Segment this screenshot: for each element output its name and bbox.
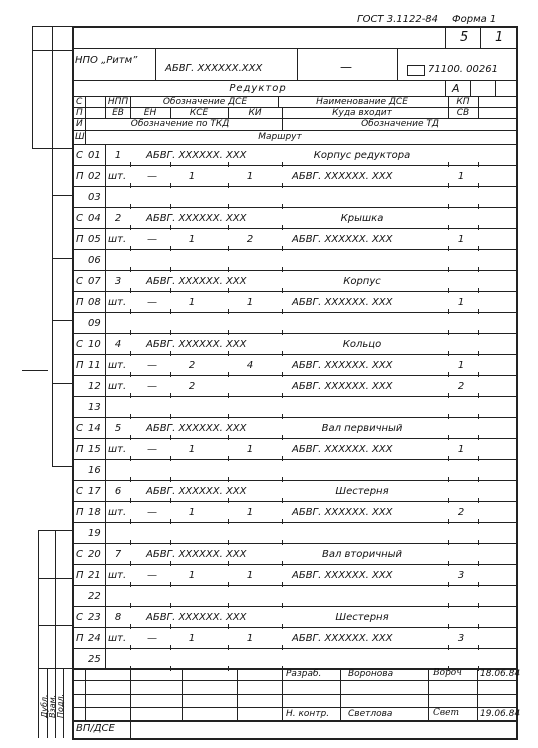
row-type: С bbox=[76, 486, 83, 497]
row-type: С bbox=[76, 150, 83, 161]
footer-col-2 bbox=[130, 668, 131, 738]
table-row bbox=[0, 144, 538, 165]
legend-prefix-sh: Ш bbox=[75, 132, 85, 142]
row-sv: 2 bbox=[457, 507, 465, 518]
row-type: П bbox=[76, 360, 84, 371]
row-unit: шт. bbox=[108, 507, 127, 518]
legend-prefix-i: И bbox=[76, 119, 83, 129]
row-unit: шт. bbox=[108, 297, 127, 308]
footer-col-6 bbox=[340, 668, 341, 720]
row-where: АБВГ. XXXXXX. XXX bbox=[292, 633, 393, 644]
row-number: 15 bbox=[88, 444, 101, 455]
row-kse: 1 bbox=[188, 444, 196, 455]
legend-en: ЕН bbox=[143, 108, 157, 118]
row-npp: 4 bbox=[114, 339, 122, 350]
row-where: АБВГ. XXXXXX. XXX bbox=[292, 381, 393, 392]
footer-line-3 bbox=[72, 694, 518, 695]
row-number: 05 bbox=[88, 234, 101, 245]
bottom-form-label: ВП/ДСЕ bbox=[76, 723, 115, 734]
row-name: Корпус редуктора bbox=[313, 150, 411, 161]
row-designation: АБВГ. XXXXXX. XXX bbox=[146, 339, 247, 350]
row-name: Корпус bbox=[343, 276, 381, 287]
row-number: 02 bbox=[88, 171, 101, 182]
row-ki: 1 bbox=[246, 507, 254, 518]
row-type: П bbox=[76, 234, 84, 245]
table-row bbox=[0, 648, 538, 669]
row-name: Шестерня bbox=[335, 486, 389, 497]
table-row bbox=[0, 270, 538, 291]
row-number: 11 bbox=[88, 360, 101, 371]
row-unit: шт. bbox=[108, 444, 127, 455]
row-type: С bbox=[76, 612, 83, 623]
table-row bbox=[0, 165, 538, 186]
table-row bbox=[0, 417, 538, 438]
table-row bbox=[0, 375, 538, 396]
legend-ki: КИ bbox=[248, 108, 262, 118]
row-number: 22 bbox=[88, 591, 101, 602]
row-unit: шт. bbox=[108, 633, 127, 644]
row-en: — bbox=[147, 444, 157, 455]
table-row bbox=[0, 354, 538, 375]
footer-col-7 bbox=[428, 668, 429, 720]
legend-ev: ЕВ bbox=[112, 108, 124, 118]
legend-route: Маршрут bbox=[258, 132, 302, 142]
row-type: С bbox=[76, 213, 83, 224]
row-where: АБВГ. XXXXXX. XXX bbox=[292, 444, 393, 455]
row-type: П bbox=[76, 444, 84, 455]
row-kse: 1 bbox=[188, 507, 196, 518]
side-label-vzam: Взам. bbox=[48, 694, 57, 718]
table-row bbox=[0, 186, 538, 207]
table-row bbox=[0, 207, 538, 228]
row-npp: 7 bbox=[114, 549, 122, 560]
row-name: Крышка bbox=[340, 213, 384, 224]
row-type: П bbox=[76, 633, 84, 644]
legend-prefix-p: П bbox=[76, 108, 83, 118]
table-row bbox=[0, 228, 538, 249]
row-type: П bbox=[76, 507, 84, 518]
row-sv: 1 bbox=[457, 297, 465, 308]
organization-name: НПО „Ритм” bbox=[75, 55, 138, 66]
row-number: 25 bbox=[88, 654, 101, 665]
row-unit: шт. bbox=[108, 171, 127, 182]
sheet-number: 1 bbox=[495, 30, 504, 45]
row-en: — bbox=[147, 171, 157, 182]
row-where: АБВГ. XXXXXX. XXX bbox=[292, 507, 393, 518]
footer-line-2 bbox=[72, 680, 518, 681]
row-ki: 2 bbox=[246, 234, 254, 245]
row-ki: 1 bbox=[246, 570, 254, 581]
form-label: Форма 1 bbox=[452, 14, 497, 25]
row-where: АБВГ. XXXXXX. XXX bbox=[292, 171, 393, 182]
footer-col-4 bbox=[237, 668, 238, 720]
legend-td: Обозначение ТД bbox=[361, 119, 439, 129]
row-number: 24 bbox=[88, 633, 101, 644]
row-ki: 1 bbox=[246, 633, 254, 644]
legend-tkd: Обозначение по ТКД bbox=[130, 119, 230, 129]
row-designation: АБВГ. XXXXXX. XXX bbox=[146, 486, 247, 497]
row-number: 19 bbox=[88, 528, 101, 539]
developed-signature: Вороч bbox=[433, 668, 462, 678]
row-number: 01 bbox=[88, 150, 101, 161]
row-name: Вал первичный bbox=[321, 423, 403, 434]
legend-prefix-c: С bbox=[76, 97, 83, 107]
letter-value: А bbox=[452, 82, 460, 95]
form-code: 71100. 00261 bbox=[428, 64, 498, 75]
row-number: 20 bbox=[88, 549, 101, 560]
table-row bbox=[0, 333, 538, 354]
row-number: 16 bbox=[88, 465, 101, 476]
row-kse: 1 bbox=[188, 570, 196, 581]
row-where: АБВГ. XXXXXX. XXX bbox=[292, 234, 393, 245]
row-name: Вал вторичный bbox=[321, 549, 403, 560]
row-designation: АБВГ. XXXXXX. XXX bbox=[146, 213, 247, 224]
table-row bbox=[0, 459, 538, 480]
row-en: — bbox=[147, 570, 157, 581]
row-number: 09 bbox=[88, 318, 101, 329]
row-number: 18 bbox=[88, 507, 101, 518]
row-number: 03 bbox=[88, 192, 101, 203]
row-number: 21 bbox=[88, 570, 101, 581]
row-sv: 1 bbox=[457, 171, 465, 182]
row-unit: шт. bbox=[108, 234, 127, 245]
side-label-dubl: Дубл. bbox=[40, 694, 49, 718]
row-npp: 1 bbox=[114, 150, 122, 161]
table-row bbox=[0, 627, 538, 648]
legend-npp: НПП bbox=[107, 97, 129, 107]
footer-col-3 bbox=[182, 668, 183, 720]
row-number: 14 bbox=[88, 423, 101, 434]
row-type: П bbox=[76, 570, 84, 581]
standard-label: ГОСТ 3.1122-84 bbox=[357, 14, 439, 25]
legend-kp: КП bbox=[456, 97, 470, 107]
row-npp: 5 bbox=[114, 423, 122, 434]
row-kse: 1 bbox=[188, 234, 196, 245]
control-signature: Свет bbox=[433, 708, 459, 718]
product-name: Редуктор bbox=[229, 83, 287, 94]
row-designation: АБВГ. XXXXXX. XXX bbox=[146, 276, 247, 287]
legend-sv: СВ bbox=[456, 108, 470, 118]
row-ki: 4 bbox=[246, 360, 254, 371]
row-designation: АБВГ. XXXXXX. XXX bbox=[146, 549, 247, 560]
row-type: С bbox=[76, 276, 83, 287]
side-label-podl: Подл. bbox=[56, 693, 65, 718]
row-kse: 2 bbox=[188, 360, 196, 371]
row-ki: 1 bbox=[246, 171, 254, 182]
table-row bbox=[0, 438, 538, 459]
row-number: 23 bbox=[88, 612, 101, 623]
row-type: П bbox=[76, 297, 84, 308]
table-row bbox=[0, 606, 538, 627]
row-kse: 2 bbox=[188, 381, 196, 392]
row-number: 06 bbox=[88, 255, 101, 266]
row-sv: 2 bbox=[457, 381, 465, 392]
row-type: П bbox=[76, 171, 84, 182]
table-row bbox=[0, 585, 538, 606]
table-row bbox=[0, 312, 538, 333]
legend-kse: КСЕ bbox=[189, 108, 209, 118]
footer-col-1 bbox=[85, 668, 86, 720]
row-name: Кольцо bbox=[342, 339, 382, 350]
legend-name: Наименование ДСЕ bbox=[316, 97, 408, 107]
legend-designation: Обозначение ДСЕ bbox=[162, 97, 248, 107]
footer-col-5 bbox=[282, 668, 283, 720]
row-sv: 3 bbox=[457, 570, 465, 581]
developed-label: Разраб. bbox=[286, 669, 322, 679]
row-en: — bbox=[147, 507, 157, 518]
legend-where: Куда входит bbox=[332, 108, 392, 118]
footer-line-5 bbox=[72, 720, 518, 722]
row-ki: 1 bbox=[246, 297, 254, 308]
control-name: Светлова bbox=[348, 709, 393, 719]
developed-name: Воронова bbox=[348, 669, 394, 679]
row-designation: АБВГ. XXXXXX. XXX bbox=[146, 150, 247, 161]
row-name: Шестерня bbox=[335, 612, 389, 623]
row-type: С bbox=[76, 423, 83, 434]
row-number: 07 bbox=[88, 276, 101, 287]
table-row bbox=[0, 501, 538, 522]
control-label: Н. контр. bbox=[286, 709, 330, 719]
table-row bbox=[0, 249, 538, 270]
row-number: 12 bbox=[88, 381, 101, 392]
row-ki: 1 bbox=[246, 444, 254, 455]
row-kse: 1 bbox=[188, 633, 196, 644]
developed-date: 18.06.84 bbox=[480, 669, 521, 679]
row-where: АБВГ. XXXXXX. XXX bbox=[292, 570, 393, 581]
row-en: — bbox=[147, 234, 157, 245]
header-dash: — bbox=[340, 60, 352, 74]
row-en: — bbox=[147, 633, 157, 644]
row-number: 17 bbox=[88, 486, 101, 497]
table-row bbox=[0, 564, 538, 585]
row-type: С bbox=[76, 549, 83, 560]
row-type: С bbox=[76, 339, 83, 350]
row-number: 08 bbox=[88, 297, 101, 308]
row-designation: АБВГ. XXXXXX. XXX bbox=[146, 423, 247, 434]
row-en: — bbox=[147, 381, 157, 392]
control-date: 19.06.84 bbox=[480, 709, 521, 719]
row-npp: 3 bbox=[114, 276, 122, 287]
table-row bbox=[0, 396, 538, 417]
row-unit: шт. bbox=[108, 381, 127, 392]
row-sv: 1 bbox=[457, 360, 465, 371]
table-row bbox=[0, 522, 538, 543]
table-row bbox=[0, 480, 538, 501]
row-where: АБВГ. XXXXXX. XXX bbox=[292, 360, 393, 371]
row-designation: АБВГ. XXXXXX. XXX bbox=[146, 612, 247, 623]
row-unit: шт. bbox=[108, 360, 127, 371]
row-number: 13 bbox=[88, 402, 101, 413]
row-kse: 1 bbox=[188, 297, 196, 308]
row-npp: 2 bbox=[114, 213, 122, 224]
row-number: 04 bbox=[88, 213, 101, 224]
sheets-total: 5 bbox=[460, 30, 469, 45]
row-where: АБВГ. XXXXXX. XXX bbox=[292, 297, 393, 308]
footer-col-8 bbox=[477, 668, 478, 720]
document-code: АБВГ. XXXXXX.XXX bbox=[165, 63, 263, 74]
table-row bbox=[0, 543, 538, 564]
row-unit: шт. bbox=[108, 570, 127, 581]
row-npp: 6 bbox=[114, 486, 122, 497]
row-sv: 1 bbox=[457, 234, 465, 245]
table-row bbox=[0, 291, 538, 312]
row-number: 10 bbox=[88, 339, 101, 350]
row-sv: 3 bbox=[457, 633, 465, 644]
row-npp: 8 bbox=[114, 612, 122, 623]
row-en: — bbox=[147, 297, 157, 308]
row-sv: 1 bbox=[457, 444, 465, 455]
row-kse: 1 bbox=[188, 171, 196, 182]
row-en: — bbox=[147, 360, 157, 371]
